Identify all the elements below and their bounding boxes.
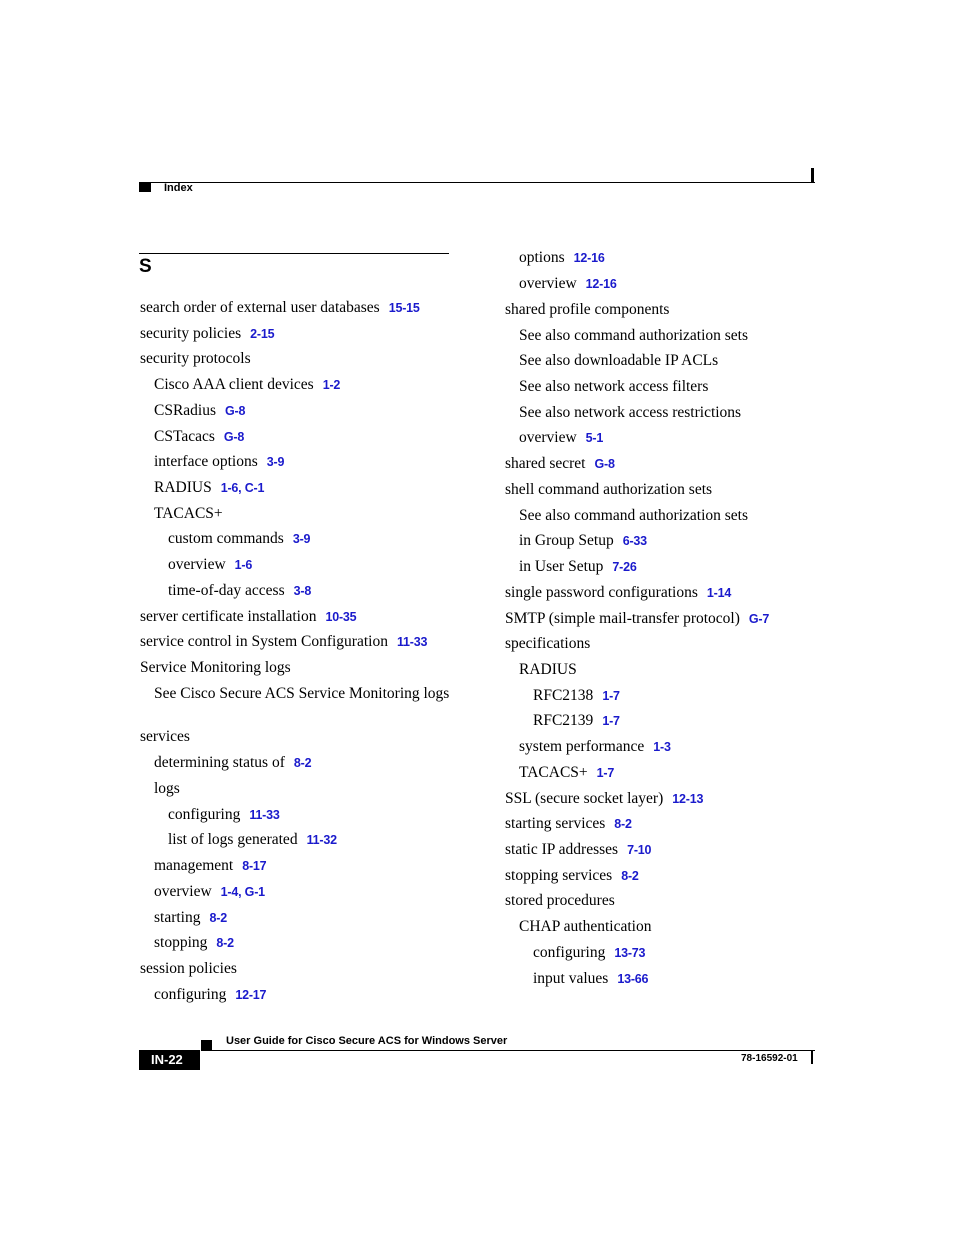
section-letter: S [139, 256, 152, 277]
index-term: RFC2138 [533, 687, 594, 704]
index-term: logs [154, 780, 180, 797]
left-entry [168, 556, 252, 574]
index-term: determining status of [154, 754, 285, 771]
right-entry [519, 532, 647, 550]
index-term: specifications [505, 635, 591, 652]
left-entry [154, 934, 234, 952]
right-entry [519, 378, 708, 396]
left-entry [154, 883, 265, 901]
index-term: See also command authorization sets [519, 327, 748, 344]
page-reference-link[interactable]: G-7 [748, 612, 770, 626]
page-reference-link[interactable]: 8-2 [216, 936, 234, 950]
page-reference-link[interactable]: 8-2 [621, 869, 639, 883]
right-entry [505, 610, 769, 628]
index-term: shell command authorization sets [505, 481, 713, 498]
page-reference-link[interactable]: 15-15 [388, 301, 420, 315]
left-entry [140, 960, 237, 978]
right-entry [519, 404, 741, 422]
index-term: stopping [154, 934, 208, 951]
right-entry [533, 687, 620, 705]
page-reference-link[interactable]: 11-33 [249, 808, 280, 822]
page-reference-link[interactable]: 10-35 [325, 610, 357, 624]
index-term: See also network access filters [519, 378, 709, 395]
right-entry [519, 918, 651, 936]
index-term: Cisco AAA client devices [154, 376, 314, 393]
right-entry [519, 352, 718, 370]
page-reference-link[interactable]: 11-33 [396, 635, 428, 649]
right-entry [519, 429, 603, 447]
index-term: custom commands [168, 530, 284, 547]
index-term: shared secret [505, 455, 586, 472]
header-marker [139, 183, 151, 192]
index-term: RADIUS [519, 661, 577, 678]
page-reference-link[interactable]: 5-1 [585, 431, 604, 445]
left-entry [154, 685, 481, 703]
index-term: TACACS+ [154, 505, 223, 522]
header-label: Index [164, 182, 193, 194]
index-term: shared profile components [505, 301, 670, 318]
index-term: in Group Setup [519, 532, 614, 549]
index-term: Service Monitoring logs [140, 659, 291, 676]
page-reference-link[interactable]: 1-7 [596, 766, 615, 780]
page-reference-link[interactable]: 12-17 [235, 988, 267, 1002]
index-term: list of logs generated [168, 831, 298, 848]
index-term: SSL (secure socket layer) [505, 790, 664, 807]
left-entry [154, 479, 264, 497]
index-term: overview [519, 275, 577, 292]
left-entry [140, 350, 251, 368]
right-entry [505, 301, 669, 319]
right-entry [505, 815, 632, 833]
page-reference-link[interactable]: 7-10 [627, 843, 652, 857]
right-entry [519, 661, 577, 679]
right-entry [519, 249, 605, 267]
right-entry [533, 970, 648, 988]
right-entry [505, 584, 731, 602]
right-entry [519, 558, 637, 576]
page-reference-link[interactable]: 1-14 [706, 586, 732, 600]
page-reference-link[interactable]: 3-9 [266, 455, 285, 469]
index-term: stopping services [505, 867, 613, 884]
left-entry [154, 402, 245, 420]
left-entry [168, 582, 311, 600]
page-reference-link[interactable]: 13-73 [614, 946, 646, 960]
right-entry [519, 507, 748, 525]
page-reference-link[interactable]: 12-16 [573, 251, 605, 265]
footer-marker [201, 1040, 212, 1050]
index-term: CSTacacs [154, 428, 215, 445]
left-entry [154, 505, 223, 523]
page-reference-link[interactable]: 12-13 [672, 792, 704, 806]
right-entry [505, 455, 615, 473]
footer-guide-title: User Guide for Cisco Secure ACS for Windows Server [226, 1035, 508, 1047]
index-term: stored procedures [505, 892, 615, 909]
page-reference-link[interactable]: 7-26 [612, 560, 637, 574]
index-term: services [140, 728, 190, 745]
index-term: security policies [140, 325, 242, 342]
left-entry [154, 857, 266, 875]
page-reference-link[interactable]: 8-2 [209, 911, 227, 925]
right-entry [505, 841, 651, 859]
page-reference-link[interactable]: 3-9 [292, 532, 311, 546]
index-term: system performance [519, 738, 645, 755]
right-entry [505, 892, 615, 910]
left-entry [154, 428, 244, 446]
left-entry [168, 806, 280, 824]
left-entry [140, 633, 427, 651]
page-reference-link[interactable]: G-8 [594, 457, 615, 471]
index-term: single password configurations [505, 584, 698, 601]
index-term: session policies [140, 960, 237, 977]
index-term: configuring [533, 944, 606, 961]
right-entry [519, 738, 671, 756]
left-entry [168, 831, 337, 849]
index-term: input values [533, 970, 609, 987]
index-term: overview [519, 429, 577, 446]
page-number: IN-22 [139, 1050, 200, 1070]
left-entry [140, 325, 274, 343]
left-entry [154, 909, 227, 927]
footer-rule [201, 1050, 815, 1051]
page-reference-link[interactable]: 1-6 [234, 558, 253, 572]
page-reference-link[interactable]: 1-7 [602, 689, 620, 703]
index-term: in User Setup [519, 558, 604, 575]
page-reference-link[interactable]: 1-3 [653, 740, 671, 754]
right-entry [505, 867, 639, 885]
right-entry [505, 790, 703, 808]
left-entry [154, 780, 180, 798]
right-entry [533, 944, 645, 962]
index-term: search order of external user databases [140, 299, 380, 316]
right-entry [505, 635, 590, 653]
index-term: configuring [154, 986, 227, 1003]
index-term: TACACS+ [519, 764, 588, 781]
section-rule [139, 253, 449, 254]
footer-tick-mark [811, 1051, 813, 1064]
page-reference-link[interactable]: 13-66 [617, 972, 649, 986]
left-entry [140, 299, 420, 317]
index-term: starting [154, 909, 201, 926]
page-reference-link[interactable]: 1-7 [602, 714, 620, 728]
page-reference-link[interactable]: 3-8 [293, 584, 312, 598]
page-reference-link[interactable]: G-8 [223, 430, 245, 444]
index-term: time-of-day access [168, 582, 285, 599]
page-reference-link[interactable]: 1-4, G-1 [220, 885, 265, 899]
index-term: service control in System Configuration [140, 633, 388, 650]
index-term: security protocols [140, 350, 251, 367]
page-reference-link[interactable]: 8-2 [614, 817, 632, 831]
right-entry [519, 327, 748, 345]
index-term: See Cisco Secure ACS Service Monitoring logs [154, 685, 450, 702]
right-entry [533, 712, 620, 730]
index-term: management [154, 857, 234, 874]
page-reference-link[interactable]: 8-2 [293, 756, 312, 770]
index-term: CHAP authentication [519, 918, 652, 935]
page-reference-link[interactable]: 11-32 [306, 833, 337, 847]
document-number: 78-16592-01 [741, 1053, 798, 1064]
page-reference-link[interactable]: G-8 [225, 404, 246, 418]
right-entry [519, 275, 617, 293]
right-entry [519, 764, 614, 782]
index-term: options [519, 249, 565, 266]
index-term: overview [154, 883, 212, 900]
index-term: See also command authorization sets [519, 507, 748, 524]
page-reference-link[interactable]: 2-15 [250, 327, 275, 341]
page-reference-link[interactable]: 1-2 [322, 378, 341, 392]
right-entry [505, 481, 712, 499]
index-term: See also downloadable IP ACLs [519, 352, 719, 369]
left-entry [140, 728, 190, 746]
page-reference-link[interactable]: 6-33 [622, 534, 647, 548]
index-term: overview [168, 556, 226, 573]
left-entry [140, 608, 356, 626]
left-entry [154, 986, 266, 1004]
page-reference-link[interactable]: 12-16 [585, 277, 617, 291]
index-term: interface options [154, 453, 258, 470]
index-term: starting services [505, 815, 606, 832]
index-term: server certificate installation [140, 608, 317, 625]
index-term: CSRadius [154, 402, 217, 419]
left-entry [154, 754, 311, 772]
index-term: SMTP (simple mail-transfer protocol) [505, 610, 740, 627]
index-term: configuring [168, 806, 241, 823]
left-entry [154, 453, 284, 471]
header-tick-mark [811, 168, 814, 183]
left-entry [154, 376, 340, 394]
page-reference-link[interactable]: 1-6, C-1 [220, 481, 265, 495]
index-term: RADIUS [154, 479, 212, 496]
index-term: See also network access restrictions [519, 404, 742, 421]
left-entry [168, 530, 310, 548]
index-term: RFC2139 [533, 712, 594, 729]
index-term: static IP addresses [505, 841, 619, 858]
left-entry [140, 659, 291, 677]
header-rule [139, 182, 815, 183]
page-reference-link[interactable]: 8-17 [242, 859, 267, 873]
